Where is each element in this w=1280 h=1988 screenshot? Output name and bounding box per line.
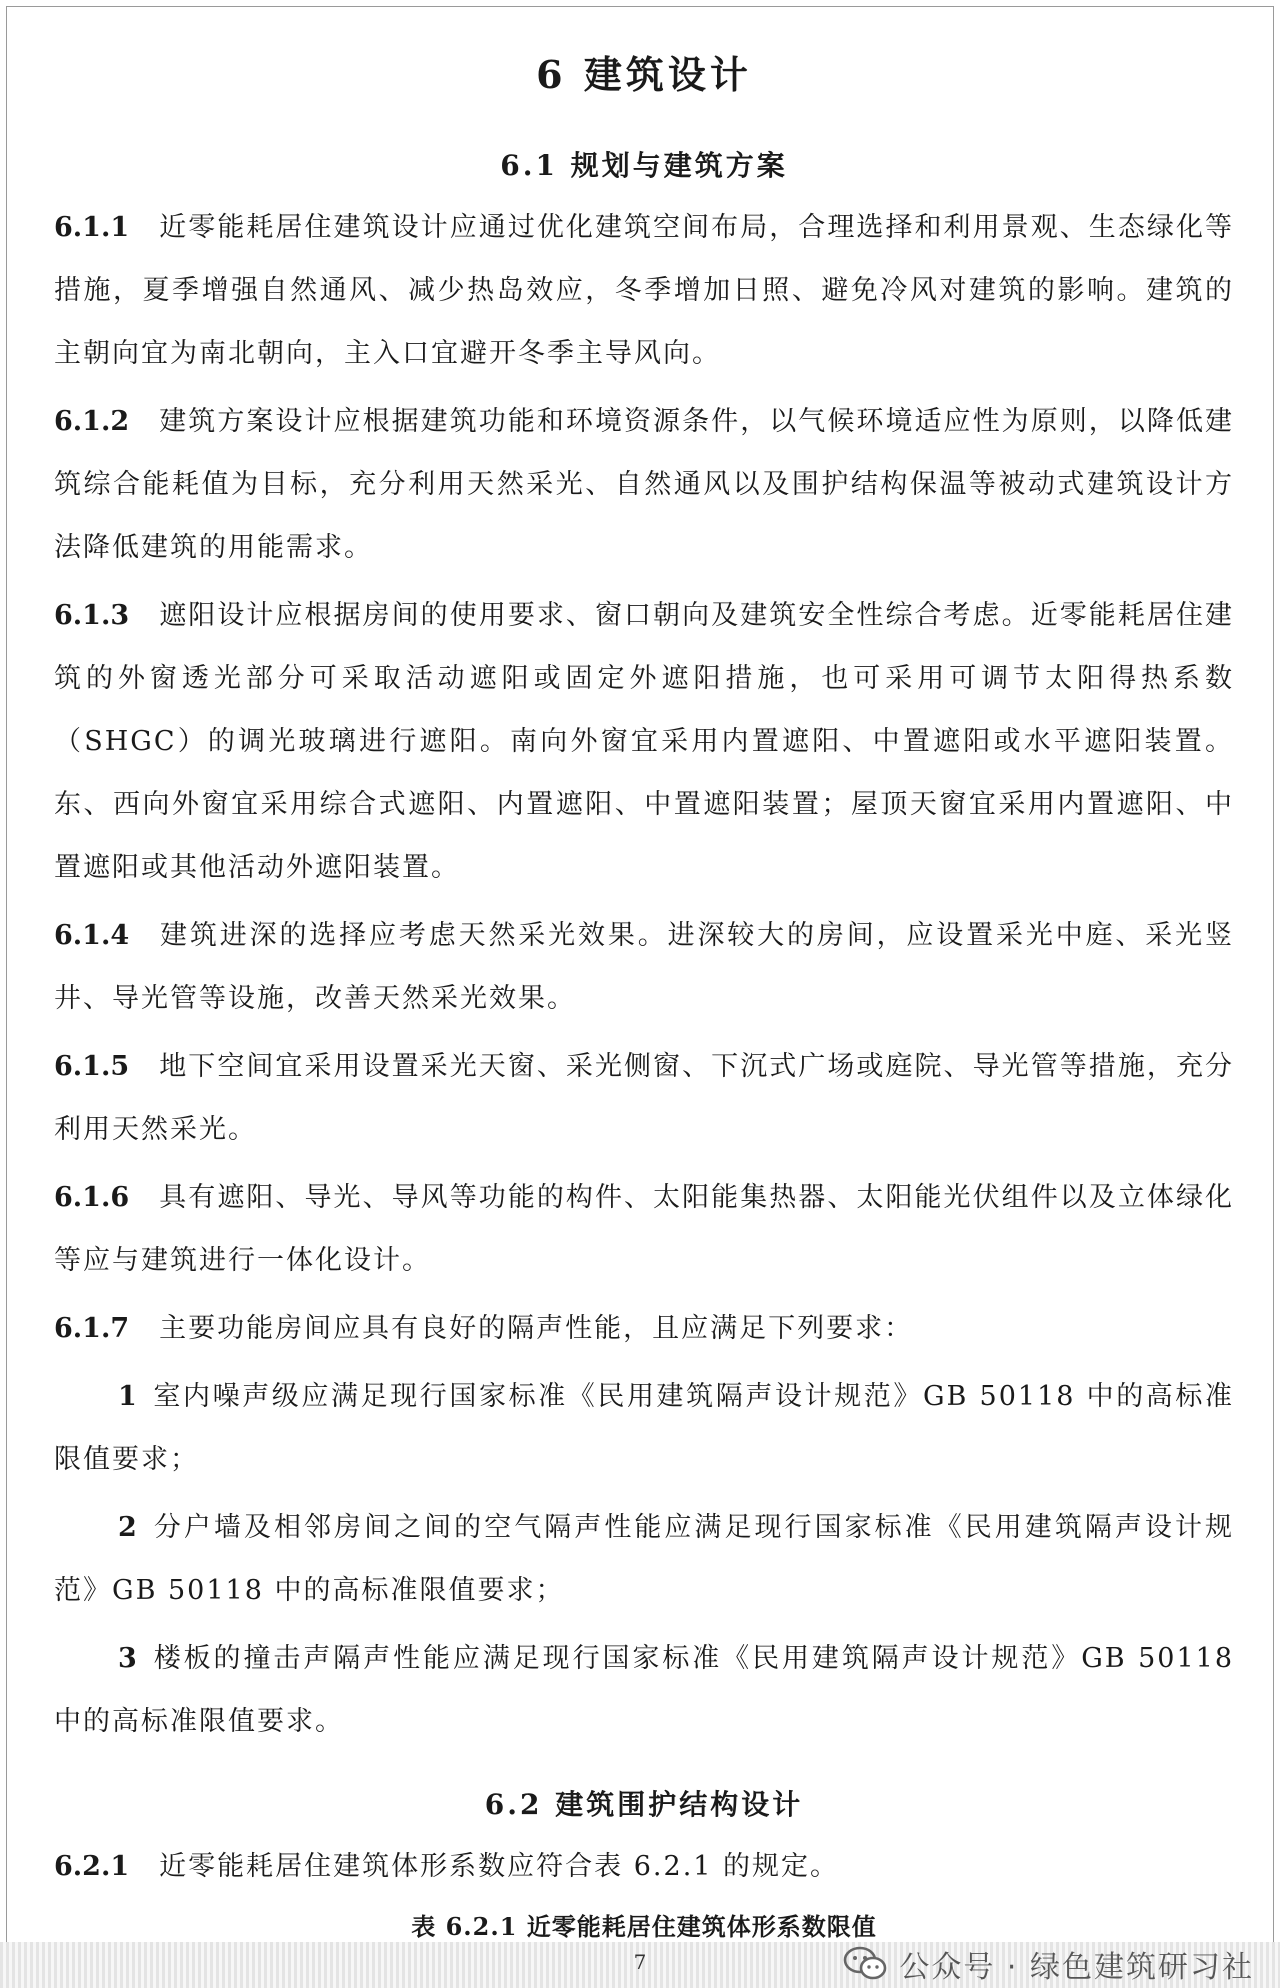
list-item bbox=[54, 1627, 1234, 1753]
clause-6-1-5 bbox=[54, 1035, 1234, 1161]
list-item bbox=[54, 1365, 1234, 1491]
list-item-text: 分户墙及相邻房间之间的空气隔声性能应满足现行国家标准《民用建筑隔声设计规范》GB 50118 中的高标准限值要求； bbox=[54, 1512, 1234, 1606]
watermark-text: 公众号 · 绿色建筑研习社 bbox=[899, 1950, 1254, 1985]
clause-number: 6.1.2 bbox=[54, 406, 130, 437]
list-item-number: 1 bbox=[118, 1381, 139, 1412]
clause-6-1-7 bbox=[54, 1297, 1234, 1360]
section-heading-6-2: 6.2 建筑围护结构设计 bbox=[484, 1788, 804, 1821]
list-item bbox=[54, 1496, 1234, 1622]
clause-6-2-1 bbox=[54, 1835, 1234, 1898]
list-item-number: 3 bbox=[118, 1643, 139, 1674]
clause-text: 遮阳设计应根据房间的使用要求、窗口朝向及建筑安全性综合考虑。近零能耗居住建筑的外窗透光部分可采取活动遮阳或固定外遮阳措施，也可采用可调节太阳得热系数（SHGC）的调光玻璃进行遮阳。南向外窗宜采用内置遮阳、中置遮阳或水平遮阳装置。东、西向外窗宜采用综合式遮阳、内置遮阳、中置遮阳装置；屋顶天窗宜采用内置遮阳、中置遮阳或其他活动外遮阳装置。 bbox=[54, 600, 1234, 883]
clause-text: 主要功能房间应具有良好的隔声性能，且应满足下列要求： bbox=[159, 1313, 914, 1344]
clause-6-1-6 bbox=[54, 1166, 1234, 1292]
clause-6-1-3 bbox=[54, 584, 1234, 899]
clause-6-1-1 bbox=[54, 196, 1234, 385]
clause-text: 建筑进深的选择应考虑天然采光效果。进深较大的房间，应设置采光中庭、采光竖井、导光管等设施，改善天然采光效果。 bbox=[54, 920, 1234, 1014]
list-item-text: 楼板的撞击声隔声性能应满足现行国家标准《民用建筑隔声设计规范》GB 50118 中的高标准限值要求。 bbox=[54, 1643, 1234, 1737]
clause-6-1-2 bbox=[54, 390, 1234, 579]
clause-number: 6.1.6 bbox=[54, 1182, 130, 1213]
list-item-text: 室内噪声级应满足现行国家标准《民用建筑隔声设计规范》GB 50118 中的高标准限值要求； bbox=[54, 1381, 1234, 1475]
page-number: 7 bbox=[633, 1950, 647, 1974]
clause-text: 近零能耗居住建筑设计应通过优化建筑空间布局，合理选择和利用景观、生态绿化等措施，夏季增强自然通风、减少热岛效应，冬季增加日照、避免冷风对建筑的影响。建筑的主朝向宜为南北朝向，主入口宜避开冬季主导风向。 bbox=[54, 212, 1234, 369]
clause-text: 近零能耗居住建筑体形系数应符合表 6.2.1 的规定。 bbox=[159, 1851, 840, 1882]
clause-6-1-4 bbox=[54, 904, 1234, 1030]
table-caption: 表 6.2.1 近零能耗居住建筑体形系数限值 bbox=[411, 1912, 877, 1941]
clause-number: 6.1.1 bbox=[54, 212, 130, 243]
clause-number: 6.2.1 bbox=[54, 1851, 130, 1882]
clause-number: 6.1.4 bbox=[54, 920, 130, 951]
clause-number: 6.1.7 bbox=[54, 1313, 130, 1344]
watermark bbox=[843, 1944, 1254, 1984]
section-heading-6-1: 6.1 规划与建筑方案 bbox=[500, 149, 788, 182]
clause-text: 地下空间宜采用设置采光天窗、采光侧窗、下沉式广场或庭院、导光管等措施，充分利用天然采光。 bbox=[54, 1051, 1234, 1145]
document-body bbox=[54, 40, 1234, 1950]
clause-text: 建筑方案设计应根据建筑功能和环境资源条件，以气候环境适应性为原则，以降低建筑综合能耗值为目标，充分利用天然采光、自然通风以及围护结构保温等被动式建筑设计方法降低建筑的用能需求。 bbox=[54, 406, 1234, 563]
wechat-icon bbox=[843, 1946, 889, 1982]
clause-number: 6.1.5 bbox=[54, 1051, 130, 1082]
chapter-title: 6 建筑设计 bbox=[536, 52, 752, 97]
clause-text: 具有遮阳、导光、导风等功能的构件、太阳能集热器、太阳能光伏组件以及立体绿化等应与建筑进行一体化设计。 bbox=[54, 1182, 1234, 1276]
clause-number: 6.1.3 bbox=[54, 600, 130, 631]
list-item-number: 2 bbox=[118, 1512, 139, 1543]
